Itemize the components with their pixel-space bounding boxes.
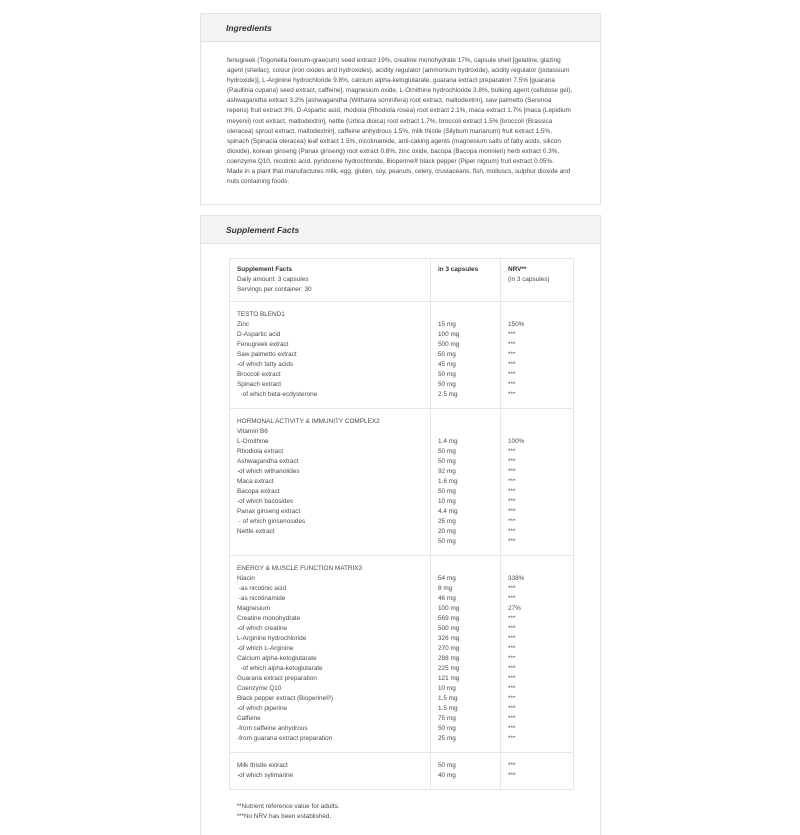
ingredient-nrv: *** [508, 341, 516, 348]
ingredient-cell [230, 556, 431, 753]
allergen-notice: Made in a plant that manufactures milk, egg, gluten, soy, peanuts, celery, crustaceans, fish, molluscs, sulphur dioxide and nuts containing foods. [227, 168, 571, 186]
ingredient-amount [438, 427, 493, 437]
ingredient-nrv: *** [508, 585, 516, 592]
ingredient-nrv: *** [508, 498, 516, 505]
ingredient-amount: 75 mg [438, 715, 456, 722]
table-row [230, 302, 574, 409]
ingredient-name: Vitamin B6 [237, 428, 268, 435]
table-row [230, 556, 574, 753]
ingredient-nrv: *** [508, 665, 516, 672]
ingredient-amount: 288 mg [438, 655, 460, 662]
nrv-header: NRV** [508, 266, 527, 273]
ingredient-name: -of which creatine [237, 625, 288, 632]
nrv-cell [501, 409, 574, 556]
ingredient-amount: 50 mg [438, 488, 456, 495]
ingredient-amount: 4.4 mg [438, 508, 458, 515]
ingredient-nrv [508, 310, 566, 320]
ingredient-cell [230, 409, 431, 556]
ingredient-nrv: 338% [508, 575, 525, 582]
ingredient-name: Saw palmetto extract [237, 351, 297, 358]
table-row [230, 409, 574, 556]
ingredient-amount: 326 mg [438, 635, 460, 642]
ingredient-name: -of which fatty acids [237, 361, 294, 368]
ingredient-amount: 10 mg [438, 498, 456, 505]
footnotes-row [230, 790, 574, 828]
ingredient-amount: 50 mg [438, 538, 456, 545]
ingredient-nrv: *** [508, 655, 516, 662]
ingredient-amount: 1.5 mg [438, 705, 458, 712]
header-col-amount [431, 259, 501, 302]
nrv-cell [501, 753, 574, 790]
ingredient-amount: 50 mg [438, 458, 456, 465]
ingredient-amount: 569 mg [438, 615, 460, 622]
ingredient-nrv: *** [508, 645, 516, 652]
ingredient-name: Broccoli extract [237, 371, 281, 378]
ingredient-name: ENERGY & MUSCLE FUNCTION MATRIX3 [237, 565, 363, 572]
ingredient-name: L-Arginine hydrochloride [237, 635, 307, 642]
ingredient-nrv: *** [508, 361, 516, 368]
ingredient-name: HORMONAL ACTIVITY & IMMUNITY COMPLEX2 [237, 418, 380, 425]
ingredient-nrv: *** [508, 468, 516, 475]
ingredient-name: Ashwagandha extract [237, 458, 299, 465]
footnote: **Nutrient reference value for adults. [236, 803, 340, 810]
ingredient-name: Nettle extract [237, 528, 275, 535]
ingredient-nrv: 100% [508, 438, 525, 445]
header-col-name [230, 259, 431, 302]
ingredient-amount [438, 417, 493, 427]
ingredient-name: -of which piperine [237, 705, 288, 712]
ingredient-nrv [508, 427, 566, 437]
ingredient-nrv: *** [508, 762, 516, 769]
amount-header: in 3 capsules [438, 266, 479, 273]
ingredient-name: Caffeine [237, 715, 261, 722]
ingredient-amount: 8 mg [438, 585, 453, 592]
ingredient-name: -as nicotinamide [237, 595, 286, 602]
ingredient-name: Guarana extract preparation [237, 675, 317, 682]
ingredient-amount: 2.5 mg [438, 391, 458, 398]
ingredient-amount [438, 564, 493, 574]
ingredient-name: -as nicotinic acid [237, 585, 287, 592]
ingredient-amount: 1.5 mg [438, 695, 458, 702]
ingredient-nrv: *** [508, 625, 516, 632]
ingredient-name: -of which sylimarine [237, 772, 294, 779]
ingredients-panel [200, 13, 601, 205]
ingredient-nrv: *** [508, 635, 516, 642]
table-row [230, 753, 574, 790]
ingredient-nrv: *** [508, 478, 516, 485]
ingredient-name: Calcium alpha-ketoglutarate [237, 655, 317, 662]
ingredient-name: Rhodiola extract [237, 448, 284, 455]
supplement-facts-title: Supplement Facts [226, 224, 300, 235]
ingredient-amount: 1.4 mg [438, 438, 458, 445]
footnote: ***No NRV has been established. [236, 813, 332, 820]
ingredient-name: Coenzyme Q10 [237, 685, 282, 692]
ingredient-amount: 50 mg [438, 762, 456, 769]
ingredient-name: Creatine monohydrate [237, 615, 301, 622]
ingredient-name: Milk thistle extract [237, 762, 288, 769]
servings-per-container: Servings per container: 30 [237, 286, 312, 293]
ingredient-amount: 92 mg [438, 468, 456, 475]
ingredient-amount: 50 mg [438, 725, 456, 732]
ingredients-title: Ingredients [226, 22, 272, 33]
ingredient-nrv: *** [508, 615, 516, 622]
ingredient-nrv: *** [508, 705, 516, 712]
ingredient-name: Fenugreek extract [237, 341, 289, 348]
ingredient-nrv: *** [508, 675, 516, 682]
nrv-cell [501, 556, 574, 753]
ingredient-nrv: *** [508, 331, 516, 338]
ingredient-name: TESTO BLEND1 [237, 311, 285, 318]
ingredient-nrv: *** [508, 595, 516, 602]
ingredient-nrv: *** [508, 488, 516, 495]
ingredient-nrv: *** [508, 371, 516, 378]
ingredient-nrv: *** [508, 518, 516, 525]
ingredient-amount: 270 mg [438, 645, 460, 652]
ingredient-name [237, 537, 423, 547]
footnotes [230, 790, 574, 828]
ingredient-nrv: *** [508, 735, 516, 742]
ingredient-name: Black pepper extract (Bioperine®) [237, 695, 333, 702]
nrv-subheader: (in 3 capsules) [508, 276, 550, 283]
ingredient-amount: 50 mg [438, 448, 456, 455]
ingredients-body [201, 42, 600, 187]
ingredient-name: Spinach extract [237, 381, 282, 388]
ingredient-amount: 25 mg [438, 518, 456, 525]
ingredient-amount: 100 mg [438, 331, 460, 338]
ingredient-name: Bacopa extract [237, 488, 280, 495]
ingredient-name: -from guarana extract preparation [237, 735, 333, 742]
ingredient-cell [230, 302, 431, 409]
header-col-nrv [501, 259, 574, 302]
amount-cell [431, 302, 501, 409]
ingredient-amount: 25 mg [438, 735, 456, 742]
ingredient-nrv [508, 564, 566, 574]
ingredient-nrv: *** [508, 381, 516, 388]
ingredient-name: -of which L-Arginine [237, 645, 294, 652]
amount-cell [431, 753, 501, 790]
ingredient-amount: 10 mg [438, 685, 456, 692]
ingredient-name: Maca extract [237, 478, 274, 485]
ingredient-nrv [508, 417, 566, 427]
ingredient-nrv: *** [508, 695, 516, 702]
ingredient-nrv: *** [508, 351, 516, 358]
ingredient-amount: 50 mg [438, 371, 456, 378]
ingredients-header[interactable] [201, 14, 600, 42]
ingredient-amount: 46 mg [438, 595, 456, 602]
ingredient-amount: 54 mg [438, 575, 456, 582]
ingredient-name: -from caffeine anhydrous [237, 725, 308, 732]
ingredient-nrv: *** [508, 538, 516, 545]
ingredient-amount: 121 mg [438, 675, 460, 682]
ingredient-amount: 100 mg [438, 605, 460, 612]
ingredient-amount [438, 310, 493, 320]
ingredient-name: -of which bacosides [237, 498, 294, 505]
amount-cell [431, 556, 501, 753]
ingredient-name: Niacin [237, 575, 255, 582]
supplement-facts-header[interactable] [201, 216, 600, 244]
ingredient-name: -of which beta-ecdysterone [237, 391, 318, 398]
ingredient-nrv: *** [508, 391, 516, 398]
ingredient-amount: 20 mg [438, 528, 456, 535]
ingredient-name: Zinc [237, 321, 250, 328]
ingredient-name: L-Ornithine [237, 438, 269, 445]
ingredient-name: -of which alpha-ketoglutarate [237, 665, 323, 672]
ingredient-nrv: *** [508, 725, 516, 732]
ingredient-amount: 50 mg [438, 351, 456, 358]
supplement-facts-panel [200, 215, 601, 835]
ingredient-name: Magnesium [237, 605, 271, 612]
ingredient-cell [230, 753, 431, 790]
daily-amount: Daily amount: 3 capsules [237, 276, 309, 283]
ingredient-amount: 225 mg [438, 665, 460, 672]
nrv-cell [501, 302, 574, 409]
ingredient-nrv: *** [508, 448, 516, 455]
ingredients-text: fenugreek (Trigonella foenum-graecum) seed extract 19%, creatine monohydrate 17%, capsule shell [gelatine, glazing agent (shellac), colour (iron oxides and hydroxides), acidity regulator (ammonium hydroxide), acidity regulator (potassium hydroxide)], L-Arginine hydrochloride 9.8%, calcium alpha-ketoglutarate, guarana extract preparation 7.5% [guarana (Paullinia cupana) seed extract, caffeine], magnesium oxide, L-Ornithine hydrochloride 3.8%, bulking agent (cellulose gel), ashwagandha extract 3.2% [ashwagandha (Withania somnifera) root extract, maltodextrin], saw palmetto (Serenoa repens) fruit extract 3%, D-Aspartic acid, rhodiola (Rhodiola rosea) root extract 2.1%, maca extract 1.7% [maca (Lepidium meyenii) root extract, maltodextrin], nettle (Urtica dioica) root extract 1.7%, broccoli extract 1.5% [broccoli (Brassica oleracea) sprout extract, maltodextrin], caffeine anhydrous 1.5%, milk thistle (Silybum marianum) fruit extract 1.5%, spinach (Spinacia oleracea) leaf extract 1.5%, nicotinamide, anti-caking agents (magnesium salts of fatty acids, silicon dioxide), korean ginseng (Panax ginseng) root extract 0.8%, zinc oxide, bacopa (Bacopa monnieri) herb extract 0.3%, coenzyme Q10, nicotinic acid, pyridoxine hydrochloride, Bioperine® black pepper (Piper nigrum) fruit extract 0.05%. [227, 57, 573, 165]
ingredient-name: Panax ginseng extract [237, 508, 301, 515]
ingredient-amount: 40 mg [438, 772, 456, 779]
ingredient-nrv: *** [508, 528, 516, 535]
table-header-row [230, 259, 574, 302]
ingredient-amount: 500 mg [438, 625, 460, 632]
ingredient-nrv: *** [508, 508, 516, 515]
ingredient-nrv: *** [508, 772, 516, 779]
ingredient-nrv: *** [508, 715, 516, 722]
ingredient-amount: 50 mg [438, 381, 456, 388]
ingredient-name: -of which withanolides [237, 468, 300, 475]
amount-cell [431, 409, 501, 556]
ingredient-nrv: *** [508, 458, 516, 465]
ingredient-nrv: 150% [508, 321, 525, 328]
ingredient-amount: 15 mg [438, 321, 456, 328]
ingredient-amount: 1.6 mg [438, 478, 458, 485]
ingredient-name: D-Aspartic acid [237, 331, 281, 338]
ingredient-amount: 45 mg [438, 361, 456, 368]
ingredient-nrv: *** [508, 685, 516, 692]
header-title: Supplement Facts [237, 266, 293, 273]
ingredient-nrv: 27% [508, 605, 521, 612]
supplement-facts-table [229, 258, 574, 827]
ingredient-amount: 500 mg [438, 341, 460, 348]
ingredient-name: - of which ginsenosides [237, 518, 306, 525]
